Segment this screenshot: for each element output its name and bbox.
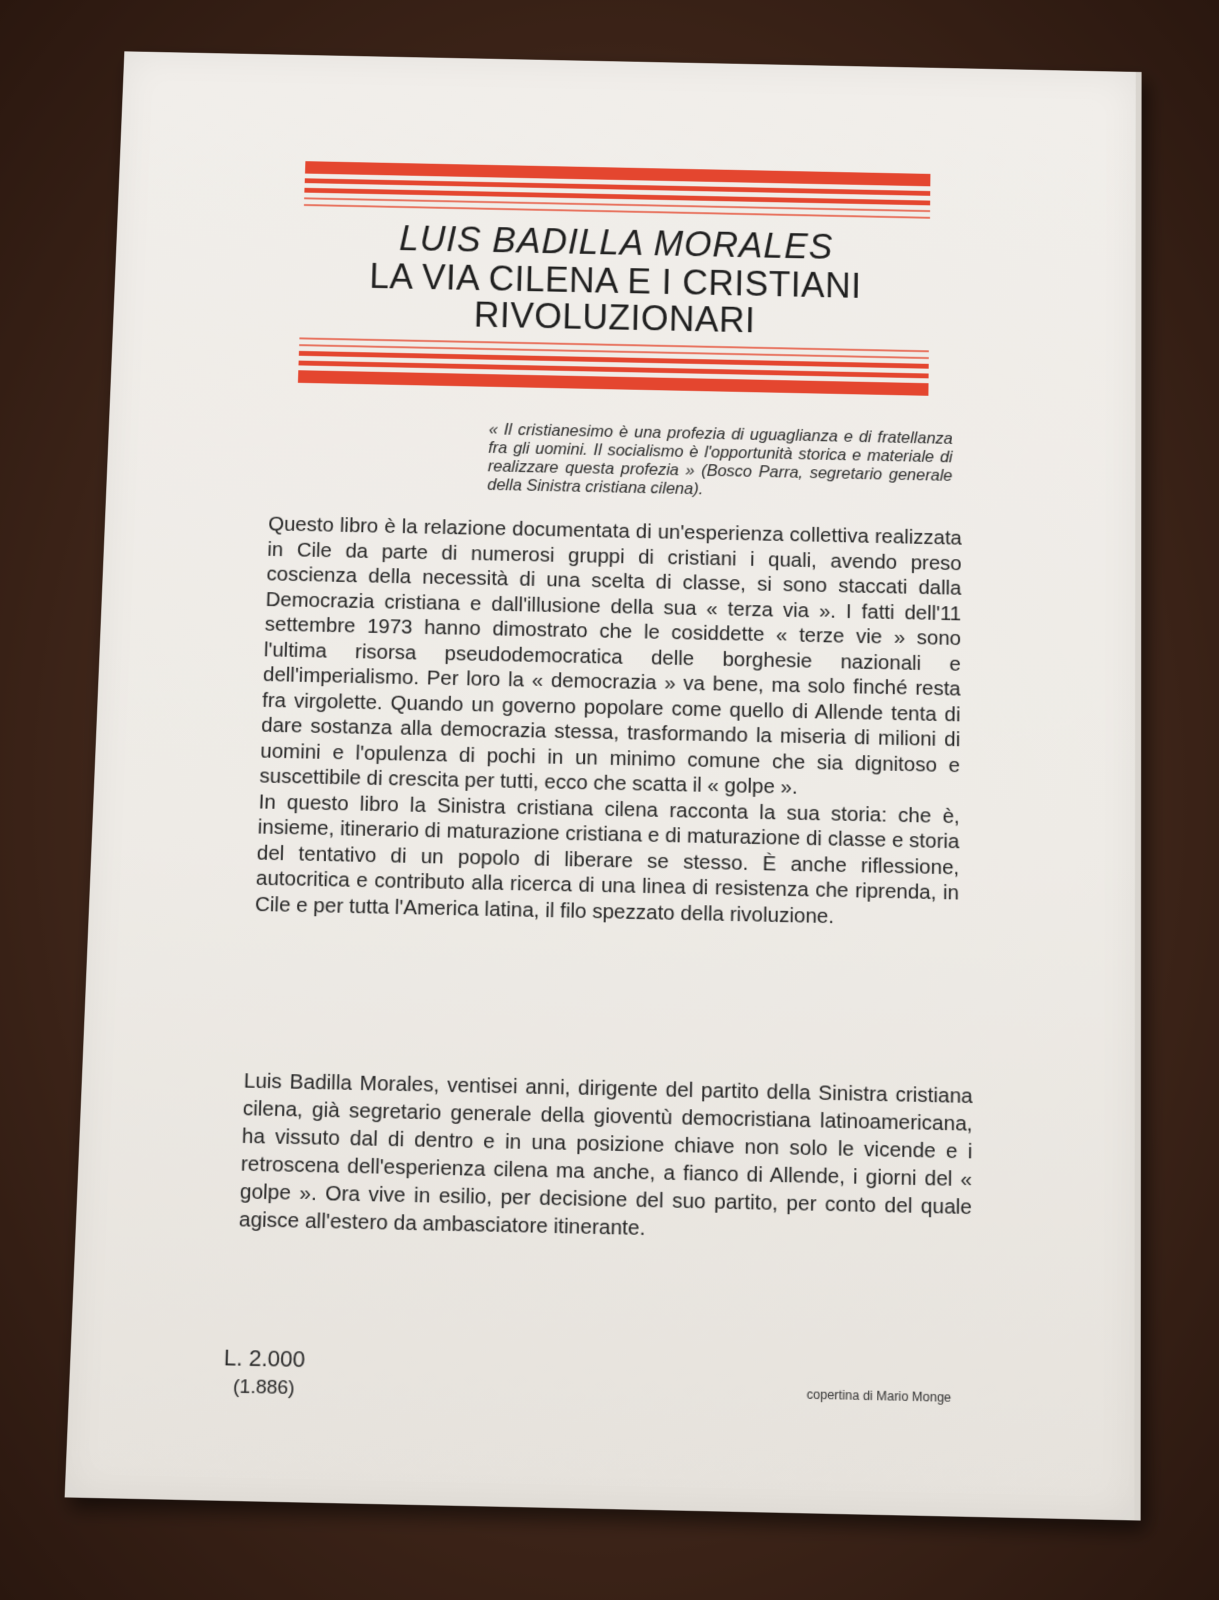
price: L. 2.000 <box>223 1344 306 1373</box>
stripe <box>304 204 930 219</box>
price-code: (1.886) <box>232 1375 296 1400</box>
author-name: LUIS BADILLA MORALES <box>398 218 834 267</box>
book-title <box>290 256 939 342</box>
bottom-red-stripes <box>298 337 929 400</box>
blurb-paragraph-1: Questo libro è la relazione documentata di un'esperienza collettiva realizzata in Cile da parte di numerosi gruppi di cristiani i quali, avendo preso coscienza della necessità di una scelta di classe, si sono staccati dalla Democrazia cristiana e dall'illusione della sua « terza via ». I fatti dell'11 settembre 1973 hanno dimostrato che le cosiddette « terze vie » sono l'ultima risorsa pseudodemocratica delle borghesie nazionali e dell'imperialismo. Per loro la « democrazia » va bene, ma solo finché resta fra virgolette. Quando un governo popolare come quello di Allende tenta di dare sostanza alla democrazia stessa, trasformando la miseria di milioni di uomini e l'opulenza di pochi in un minimo comune che sia dignitoso e suscettibile di crescita per tutti, ecco che scatta il « golpe ». <box>259 512 962 799</box>
top-red-stripes <box>304 161 931 223</box>
price-block <box>222 1343 305 1403</box>
book-back-cover <box>65 51 1142 1520</box>
author-bio: Luis Badilla Morales, ventisei anni, dirigente del partito della Sinistra cristiana cilena, già segretario generale della gioventù democristiana latinoamericana, ha vissuto dal di dentro e in una posizione chiave non solo le vicende e i retroscena dell'esperienza cilena ma anche, a fianco di Allende, i giorni del « golpe ». Ora vive in esilio, per decisione del suo partito, per conto del quale agisce all'estero da ambasciatore itinerante. <box>238 1069 973 1241</box>
title-line-2: RIVOLUZIONARI <box>473 294 756 341</box>
epigraph-quote: « Il cristianesimo è una profezia di uguaglianza e di fratellanza fra gli uomini. Il socialismo è l'opportunità storica e materiale di realizzare questa profezia » (Bosco Parra, segretario generale della Sinistra cristiana cilena). <box>487 420 953 499</box>
title-line-1: LA VIA CILENA E I CRISTIANI <box>368 256 862 306</box>
blurb <box>255 512 962 932</box>
blurb-paragraph-2: In questo libro la Sinistra cristiana cilena racconta la sua storia: che è, insieme, itinerario di maturazione cristiana e di maturazione di classe e storia del tentativo di un popolo di liberare se stesso. È anche riflessione, autocritica e contributo alla ricerca di una linea di resistenza che riprenda, in Cile e per tutta l'America latina, il filo spezzato della rivoluzione. <box>254 789 960 928</box>
cover-credit: copertina di Mario Monge <box>806 1387 952 1405</box>
